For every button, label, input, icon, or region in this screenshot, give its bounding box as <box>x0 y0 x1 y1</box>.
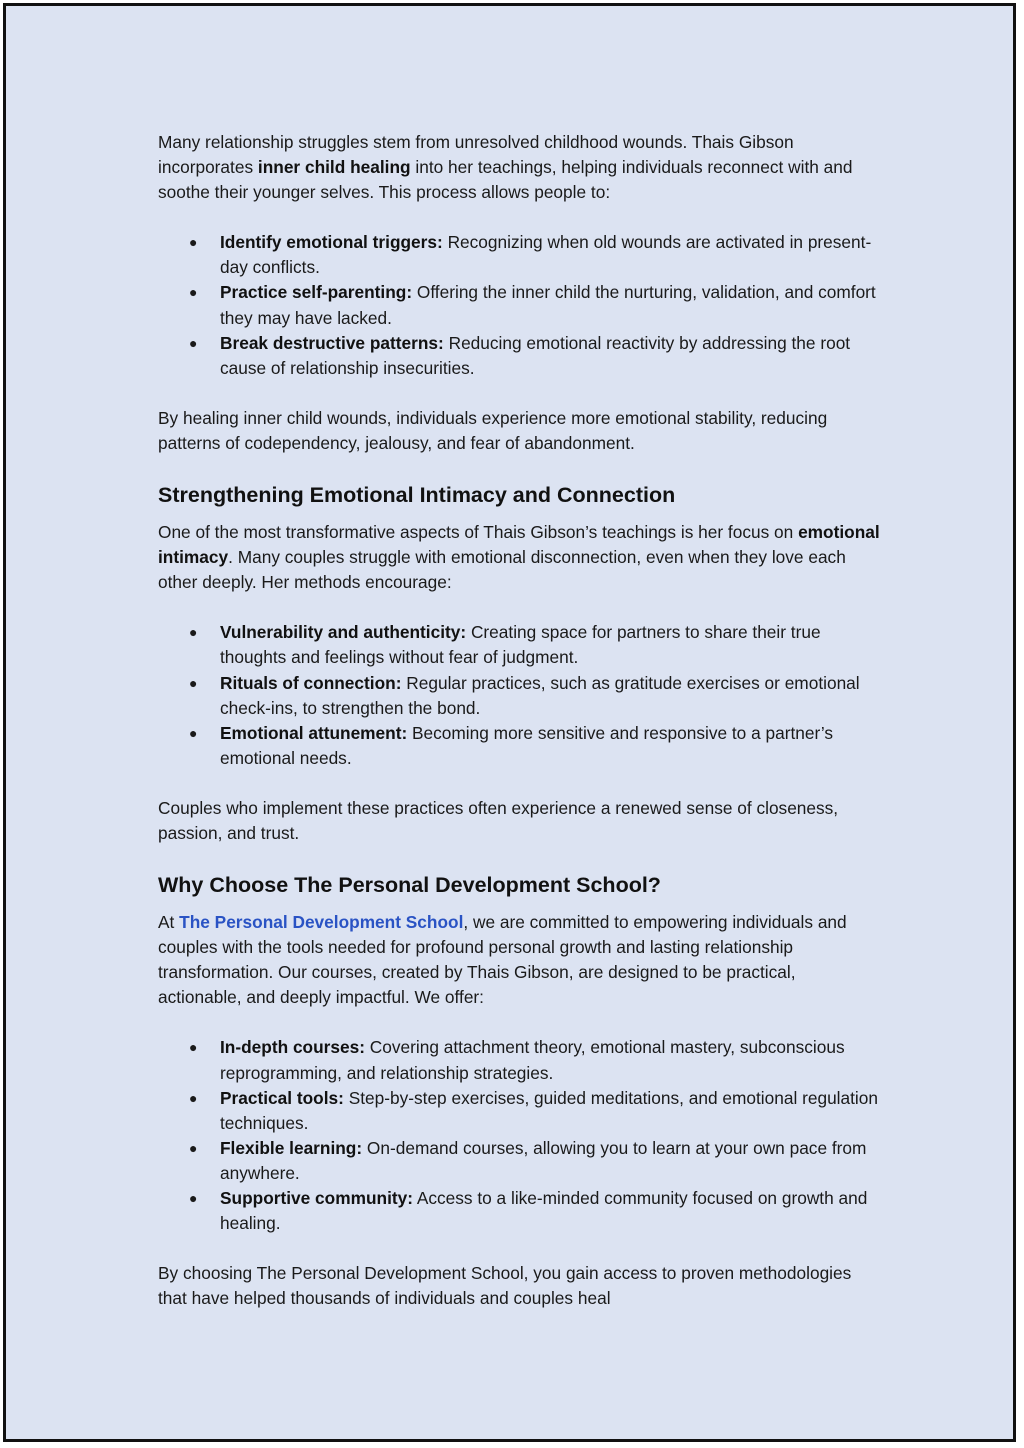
list-item-text: Becoming more sensitive and responsive to a partner’s emotional needs. <box>220 722 834 768</box>
list-item-text: Step-by-step exercises, guided meditations, and emotional regulation techniques. <box>220 1087 878 1133</box>
list-item-term: In-depth courses: <box>220 1037 365 1058</box>
intro-text-end: into her teachings, helping individuals reconnect with and soothe their younger selves. This process allows people to: <box>158 157 853 203</box>
bullet-icon: ● <box>189 1190 198 1206</box>
school-text-end: , we are committed to empowering individuals and couples with the tools needed for profound personal growth and lasting relationship transformation. Our courses, created by Thais Gibson, are designed to be practical, actionable, and deeply impactful. We offer: <box>158 912 847 1008</box>
intro-text-start: Many relationship struggles stem from unresolved childhood wounds. Thais Gibson incorporates <box>158 132 794 178</box>
document-page <box>3 3 1016 1442</box>
intro-closing-paragraph: By healing inner child wounds, individuals experience more emotional stability, reducing patterns of codependency, jealousy, and fear of abandonment. <box>158 407 828 453</box>
list-item-text: Creating space for partners to share their true thoughts and feelings without fear of judgment. <box>220 622 821 668</box>
intimacy-heading: Strengthening Emotional Intimacy and Connection <box>158 483 676 508</box>
list-item <box>189 620 883 670</box>
list-item <box>189 280 883 330</box>
list-item <box>189 1035 883 1085</box>
list-item-term: Flexible learning: <box>220 1137 363 1158</box>
school-text-start: At <box>158 912 180 933</box>
list-item-term: Supportive community: <box>220 1188 413 1208</box>
bullet-icon: ● <box>189 234 198 251</box>
intimacy-bullet-list <box>158 620 883 771</box>
list-item-text: Offering the inner child the nurturing, validation, and comfort they may have lacked. <box>220 282 876 328</box>
bullet-icon: ● <box>189 624 198 641</box>
list-item <box>189 1186 883 1236</box>
list-item-term: Break destructive patterns: <box>220 332 444 353</box>
list-item <box>189 1136 883 1186</box>
school-paragraph <box>158 910 883 1010</box>
list-item-term: Identify emotional triggers: <box>220 232 443 253</box>
list-item-text: On-demand courses, allowing you to learn at your own pace from anywhere. <box>220 1137 867 1183</box>
list-item-text: Covering attachment theory, emotional mastery, subconscious reprogramming, and relationship strategies. <box>220 1037 845 1083</box>
list-item-term: Practice self-parenting: <box>220 282 413 303</box>
intro-bold-term: inner child healing <box>257 157 411 178</box>
list-item-text: Reducing emotional reactivity by addressing the root cause of relationship insecurities. <box>220 332 851 378</box>
list-item-text: Access to a like-minded community focused on growth and healing. <box>220 1188 868 1234</box>
list-item-term: Emotional attunement: <box>220 722 408 743</box>
list-item-term: Practical tools: <box>220 1087 344 1108</box>
list-item <box>189 331 883 381</box>
school-closing-paragraph: By choosing The Personal Development School, you gain access to proven methodologies that have helped thousands of individuals and couples heal <box>158 1263 852 1309</box>
intimacy-bold-term: emotional intimacy <box>158 522 880 568</box>
bullet-icon: ● <box>189 284 198 301</box>
bullet-icon: ● <box>189 1089 198 1106</box>
list-item-term: Rituals of connection: <box>220 672 402 693</box>
intimacy-paragraph <box>158 520 883 595</box>
bullet-icon: ● <box>189 1039 198 1056</box>
list-item-text: Recognizing when old wounds are activated in present-day conflicts. <box>220 232 872 278</box>
list-item <box>189 1086 883 1136</box>
list-item-text: Regular practices, such as gratitude exercises or emotional check-ins, to strengthen the bond. <box>220 672 860 718</box>
document-content <box>158 130 883 1336</box>
list-item <box>189 230 883 280</box>
list-item-term: Vulnerability and authenticity: <box>220 622 467 643</box>
intro-paragraph <box>158 130 883 205</box>
bullet-icon: ● <box>189 724 198 741</box>
inner-child-bullet-list <box>158 230 883 381</box>
intimacy-closing-paragraph: Couples who implement these practices often experience a renewed sense of closeness, passion, and trust. <box>158 797 839 843</box>
school-heading: Why Choose The Personal Development School? <box>158 873 661 898</box>
list-item <box>189 721 883 771</box>
intimacy-text-start: One of the most transformative aspects of Thais Gibson’s teachings is her focus on <box>158 522 799 543</box>
school-offer-bullet-list <box>158 1035 883 1236</box>
personal-development-school-link[interactable]: The Personal Development School <box>179 912 464 933</box>
intimacy-text-end: . Many couples struggle with emotional disconnection, even when they love each other deeply. Her methods encourage: <box>158 547 846 593</box>
bullet-icon: ● <box>189 334 198 351</box>
bullet-icon: ● <box>189 1139 198 1156</box>
list-item <box>189 671 883 721</box>
bullet-icon: ● <box>189 674 198 691</box>
